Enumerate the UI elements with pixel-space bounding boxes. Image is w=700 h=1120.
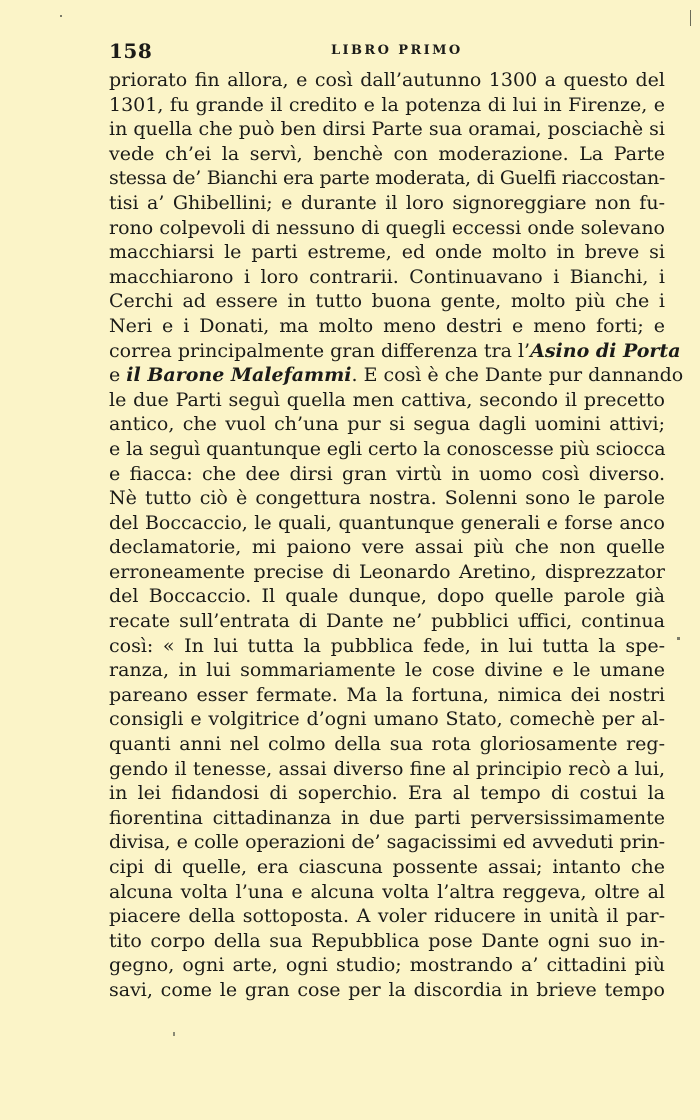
text-line: antico, che vuol ch’una pur si segua dagli uomini attivi; [109, 413, 665, 436]
text-line: recate sull’entrata di Dante ne’ pubblici uffici, continua [109, 610, 665, 633]
text-line: erroneamente precise di Leonardo Aretino, disprezzator [109, 560, 665, 583]
print-speck [677, 637, 680, 640]
text-line: fiorentina cittadinanza in due parti perversissimamente [109, 806, 665, 829]
margin-line [690, 10, 691, 26]
text-line: piacere della sottoposta. A voler riducere in unità il par- [109, 905, 665, 928]
italic-name: il Barone Malefammi [126, 364, 352, 387]
text-line: in quella che può ben dirsi Parte sua oramai, posciachè si [109, 118, 665, 141]
text-line: consigli e volgitrice d’ogni umano Stato, comechè per al- [109, 708, 665, 731]
text-line: quanti anni nel colmo della sua rota gloriosamente reg- [109, 733, 665, 756]
text-line: tito corpo della sua Repubblica pose Dante ogni suo in- [109, 929, 665, 952]
print-speck [173, 1032, 175, 1036]
text-line: stessa de’ Bianchi era parte moderata, di Guelfi riaccostan- [109, 167, 665, 190]
text-line: macchiarono i loro contrarii. Continuavano i Bianchi, i [109, 265, 665, 288]
running-head: LIBRO PRIMO [331, 43, 463, 58]
text-line: divisa, e colle operazioni de’ sagacissimi ed avveduti prin- [109, 831, 665, 854]
text-line: ranza, in lui sommariamente le cose divine e le umane [109, 659, 665, 682]
text-line: del Boccaccio, le quali, quantunque generali e forse anco [109, 511, 665, 534]
text-line: rono colpevoli di nessuno di quegli eccessi onde solevano [109, 216, 665, 239]
text-line: gegno, ogni arte, ogni studio; mostrando a’ cittadini più [109, 954, 665, 977]
text-line: alcuna volta l’una e alcuna volta l’altra reggeva, oltre al [109, 880, 665, 903]
print-speck [60, 15, 62, 17]
text-line: e il Barone Malefammi. E così è che Dante pur dannando [109, 364, 684, 387]
text-line: correa principalmente gran differenza tra l’Asino di Porta [109, 339, 681, 362]
text-line: priorato fin allora, e così dall’autunno 1300 a questo del [109, 69, 665, 91]
text-line: Neri e i Donati, ma molto meno destri e meno forti; e [109, 314, 665, 337]
text-line: tisi a’ Ghibellini; e durante il loro signoreggiare non fu- [109, 191, 665, 214]
page-header [109, 38, 663, 64]
text-line: del Boccaccio. Il quale dunque, dopo quelle parole già [109, 585, 665, 608]
text-line: declamatorie, mi paiono vere assai più che non quelle [109, 536, 665, 559]
text-line: Cerchi ad essere in tutto buona gente, molto più che i [109, 290, 665, 313]
text-line: Nè tutto ciò è congettura nostra. Solenni sono le parole [109, 487, 665, 510]
text-line: gendo il tenesse, assai diverso fine al principio recò a lui, [109, 757, 665, 780]
text-line: macchiarsi le parti estreme, ed onde molto in breve si [109, 241, 665, 264]
body-text [109, 68, 684, 1003]
text-line: in lei fidandosi di soperchio. Era al tempo di costui la [109, 782, 665, 805]
text-line: cipi di quelle, era ciascuna possente assai; intanto che [109, 856, 665, 878]
text-line: 1301, fu grande il credito e la potenza di lui in Firenze, e [109, 93, 665, 116]
text-line: e fiacca: che dee dirsi gran virtù in uomo così diverso. [109, 462, 665, 485]
page-number: 158 [109, 39, 153, 63]
text-line: savi, come le gran cose per la discordia in brieve tempo [109, 978, 665, 1001]
text-line: così: « In lui tutta la pubblica fede, in lui tutta la spe- [109, 634, 665, 657]
text-line: vede ch’ei la servì, benchè con moderazione. La Parte [109, 142, 665, 165]
text-line: e la seguì quantunque egli certo la conoscesse più sciocca [109, 437, 666, 460]
italic-name: Asino di Porta [530, 339, 681, 362]
text-line: le due Parti seguì quella men cattiva, secondo il precetto [109, 388, 665, 411]
text-line: pareano esser fermate. Ma la fortuna, nimica dei nostri [109, 683, 665, 706]
